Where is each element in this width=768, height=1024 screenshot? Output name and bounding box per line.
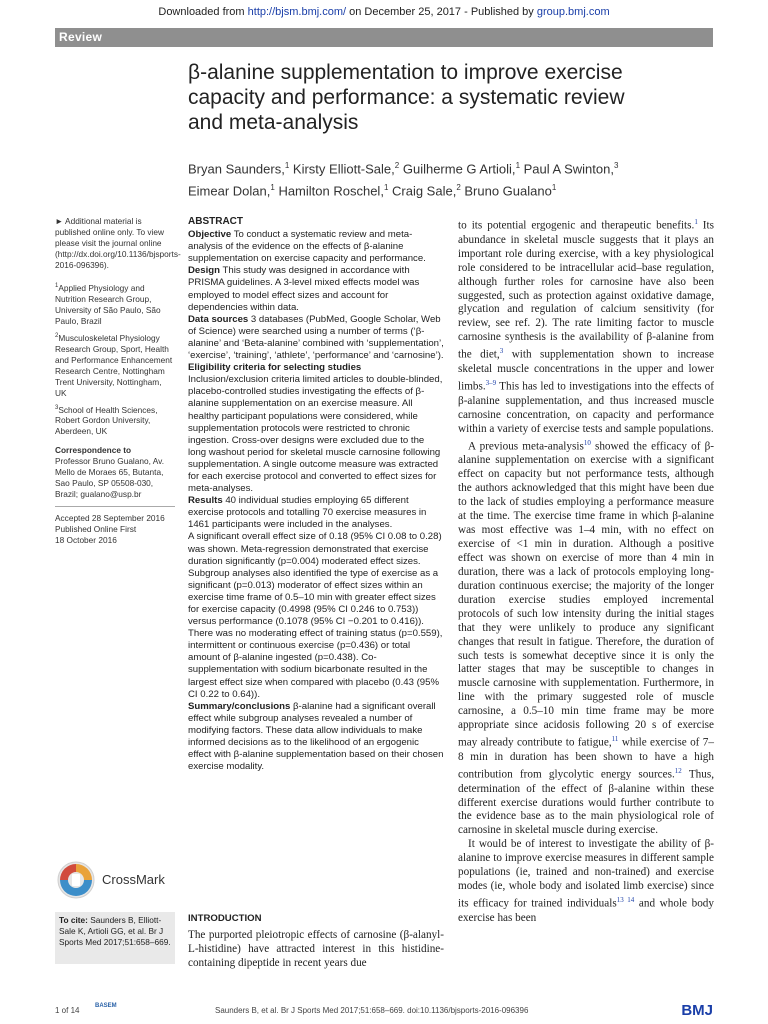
body-paragraph [458,437,714,839]
to-cite-label: To cite: [59,915,88,925]
affiliation [55,281,175,327]
basem-logo: BASEM [95,1003,117,1009]
body-paragraph [458,838,714,925]
abstract [188,216,444,773]
article-title: β-alanine supplementation to improve exercise capacity and performance: a systematic review and meta-analysis [188,61,625,134]
abstract-label: Results [188,495,223,507]
abstract-text: This study was designed in accordance with PRISMA guidelines. A 3-level mixed effects model was employed to model effect sizes and account for dependencies within data. [188,265,420,313]
body-text: Thus, determination of the effect of β-alanine within these different exercise durations would further contribute to the evidence base as to the main physiological role of carnosine in skeletal muscle during exercise. [458,768,714,837]
abstract-section [188,531,444,700]
body-paragraph [458,216,714,437]
download-mid: on December 25, 2017 - Published by [346,6,537,18]
body-text: This has led to investigations into the effects of β-alanine supplementation, and thus increased muscle carnosine concentration, on capacity and performance within a variety of exercise tests and sample populations. [458,380,714,435]
reference-link[interactable]: 11 [611,735,619,744]
affiliation [55,403,175,438]
introduction [188,912,444,970]
author-list [188,156,668,201]
abstract-text: Inclusion/exclusion criteria limited articles to double-blinded, placebo-controlled studies investigating the effects of β-alanine supplementation on an exercise measure. All healthy participant populations were considered, while supplementation protocols were restricted to chronic ingestion. Cross-over designs were excluded due to the long washout period for skeletal muscle carnosine following supplementation. A single outcome measure was extracted for each exercise protocol and converted to effect sizes for meta-analyses. [188,374,443,495]
correspondence-heading: Correspondence to [55,445,132,456]
download-prefix: Downloaded from [158,6,248,18]
abstract-section [188,495,444,531]
crossmark-badge[interactable] [56,860,176,904]
crossmark-icon [56,860,96,900]
abstract-label: Data sources [188,313,249,325]
bmj-logo: BMJ [681,1002,713,1019]
author-affiliation: 2 [394,161,400,170]
download-notice [0,6,768,18]
body-text: showed the efficacy of β-alanine supplementation on exercise with a significant effect on capacity but not performance tests, although the authors acknowledged that this might have been due to the lack of studies employing a performance measure at the time. The exercise time frame in which β-alanine was most effective was 1–4 min, with no effect on exercise of <1 min in duration. Although a positive effect was shown on exercise of more than 4 min in duration, there was a lack of protocols employing long-duration continuous exercise; the majority of the longer duration exercise studies employed incremental protocols of such low intensity during the initial stages that they were unlikely to produce any significant changes that result in fatigue. Therefore, the duration of such tests is somewhat deceptive since it is only the latter stages that may be susceptible to changes in muscle carnosine with supplementation. Furthermore, in line with the primary suggested role of muscle carnosine, a 0.5–10 min time frame may be more appropriate since acidosis following 20 s of exercise may already contribute to fatigue, [458,440,714,749]
author-affiliation: 2 [456,183,461,193]
author-affiliation: 1 [270,183,275,193]
body-text: It would be of interest to investigate the ability of β-alanine to improve exercise measures in different sample populations (ie, trained and non-trained) and exercise modes (ie, whole body and isolated limb exercise) since its efficacy for trained individuals [458,838,714,910]
author-name: Craig Sale, [388,183,457,199]
author-name: Eimear Dolan, [188,183,271,199]
reference-link[interactable]: 3 [499,347,504,356]
author-affiliation: 1 [284,161,290,170]
abstract-label: Objective [188,229,232,241]
accepted-date: Accepted 28 September 2016 [55,513,165,524]
affiliation-text: School of Health Sciences, Robert Gordon University, Aberdeen, UK [55,404,158,437]
introduction-heading: INTRODUCTION [188,913,262,924]
author-affiliation: 1 [383,183,389,193]
section-bar: Review [55,28,713,47]
abstract-heading: ABSTRACT [188,216,243,227]
footer-citation: Saunders B, et al. Br J Sports Med 2017;51:658–669. doi:10.1136/bjsports-2016-096396 [215,1006,529,1015]
abstract-label: Summary/conclusions [188,700,291,712]
abstract-section [188,701,444,774]
abstract-section [188,265,444,313]
affiliation-text: Applied Physiology and Nutrition Research Group, University of São Paulo, São Paulo, Brazil [55,282,161,326]
author-name: Guilherme G Artioli, [399,161,516,177]
page-footer [55,1002,713,1020]
introduction-text: The purported pleiotropic effects of carnosine (β-alanyl-L-histidine) have attracted interest in this histidine-containing dipeptide in recent years due [188,929,444,969]
author-affiliation: 1 [515,161,521,170]
right-column [458,216,714,926]
to-cite-text: Saunders B, Elliott-Sale K, Artioli GG, et al. Br J Sports Med 2017;51:658–669. [59,915,171,947]
body-text: with supplementation shown to increase skeletal muscle concentrations in the upper and lower limbs. [458,349,714,393]
author-affiliation: 1 [551,183,557,193]
author-name: Bruno Gualano [460,183,552,199]
abstract-text: β-alanine had a significant overall effect while subgroup analyses revealed a number of modifying factors. These data allow individuals to make informed decisions as to the likelihood of an ergogenic effect with β-alanine supplementation based on their chosen exercise modality. [188,700,444,773]
reference-link[interactable]: 10 [583,438,591,447]
crossmark-label: CrossMark [102,872,165,887]
affiliation [55,331,175,399]
publisher-link[interactable]: group.bmj.com [536,6,610,18]
body-text: while exercise of 7–8 min in duration has been shown to have a high contribution from glycolytic energy sources. [458,736,714,781]
body-text: A previous meta-analysis [468,440,584,453]
abstract-text: 3 databases (PubMed, Google Scholar, Web of Science) were searched using a number of terms (‘β-alanine’ and ‘Beta-alanine’ combined with ‘supplementation’, ‘exercise’, ‘training’, ‘athlete’, ‘performance’ and ‘carnosine’). [188,313,444,362]
page-number: 1 of 14 [55,1006,80,1015]
published-label: Published Online First [55,524,137,535]
affiliation-text: Musculoskeletal Physiology Research Group, Sport, Health and Performance Enhancement Research Centre, Nottingham Trent University, Nottingham, UK [55,332,173,398]
author-name: Kirsty Elliott-Sale, [289,161,395,177]
affiliation-number: 2 [55,332,59,339]
body-text: and whole body exercise has been [458,897,714,924]
reference-link[interactable]: 1 [694,218,698,226]
author-line-2 [188,178,668,200]
bjsm-link[interactable]: http://bjsm.bmj.com/ [247,6,347,18]
abstract-text: A significant overall effect size of 0.18 (95% CI 0.08 to 0.28) was shown. Meta-regression demonstrated that exercise duration significantly (p=0.004) moderated effect sizes. Subgroup analyses also identified the type of exercise as a significant (p=0.013) moderator of effect sizes within an exercise time frame of 0.5–10 min with greater effect sizes for exercise capacity (0.4998 (95% CI 0.246 to 0.753)) versus performance (0.1078 (95% CI −0.201 to 0.416)). There was no moderating effect of training status (p=0.559), intermittent or continuous exercise (p=0.436) or total amount of β-alanine ingested (p=0.438). Co-supplementation with sodium bicarbonate resulted in the largest effect size when compared with placebo (0.43 (95% CI 0.22 to 0.64)). [188,531,443,700]
to-cite-box [55,912,175,964]
sidebar [55,216,181,546]
author-line-1 [188,156,668,178]
author-name: Paul A Swinton, [520,161,614,177]
abstract-text: To conduct a systematic review and meta-analysis of the evidence on the effects of β-alanine supplementation on exercise capacity and performance. [188,229,426,265]
correspondence-address: Professor Bruno Gualano, Av. Mello de Moraes 65, Butanta, Sao Paulo, SP 05508-030, Brazil; gualano@usp.br [55,456,164,500]
author-name: Hamilton Roschel, [274,183,384,199]
affiliation-number: 1 [55,283,59,289]
reference-link[interactable]: 12 [674,766,682,775]
author-name: Bryan Saunders, [188,161,285,177]
abstract-text: 40 individual studies employing 65 different exercise protocols and totalling 70 exercise measures in 1461 participants were included in the analyses. [188,495,427,531]
published-date: 18 October 2016 [55,535,117,546]
body-text: to its potential ergogenic and therapeutic benefits. [458,219,695,232]
abstract-label: Eligibility criteria for selecting studies [188,362,362,374]
abstract-section [188,229,444,265]
abstract-label: Design [188,265,220,277]
author-affiliation: 3 [613,161,619,170]
supplementary-note: ► Additional material is published online only. To view please visit the journal online (http://dx.doi.org/10.1136/bjsports-2016-096396). [55,216,181,270]
affiliation-number: 3 [55,404,59,411]
divider [55,506,175,507]
abstract-section [188,362,444,495]
reference-link[interactable]: 3–9 [485,378,497,387]
reference-link[interactable]: 13 14 [616,896,635,905]
body-text: Its abundance in skeletal muscle suggests that it plays an important role during exercise, with a key physiological role considered to be intracellular acid–base regulation, although further roles for carnosine have also been suggested, such as protection against oxidative damage, glycation and regulation of calcium sensitivity (for review, see ref. 2). The rate limiting factor to muscle carnosine synthesis is the availability of β-alanine from the diet, [458,219,714,362]
abstract-section [188,314,444,362]
